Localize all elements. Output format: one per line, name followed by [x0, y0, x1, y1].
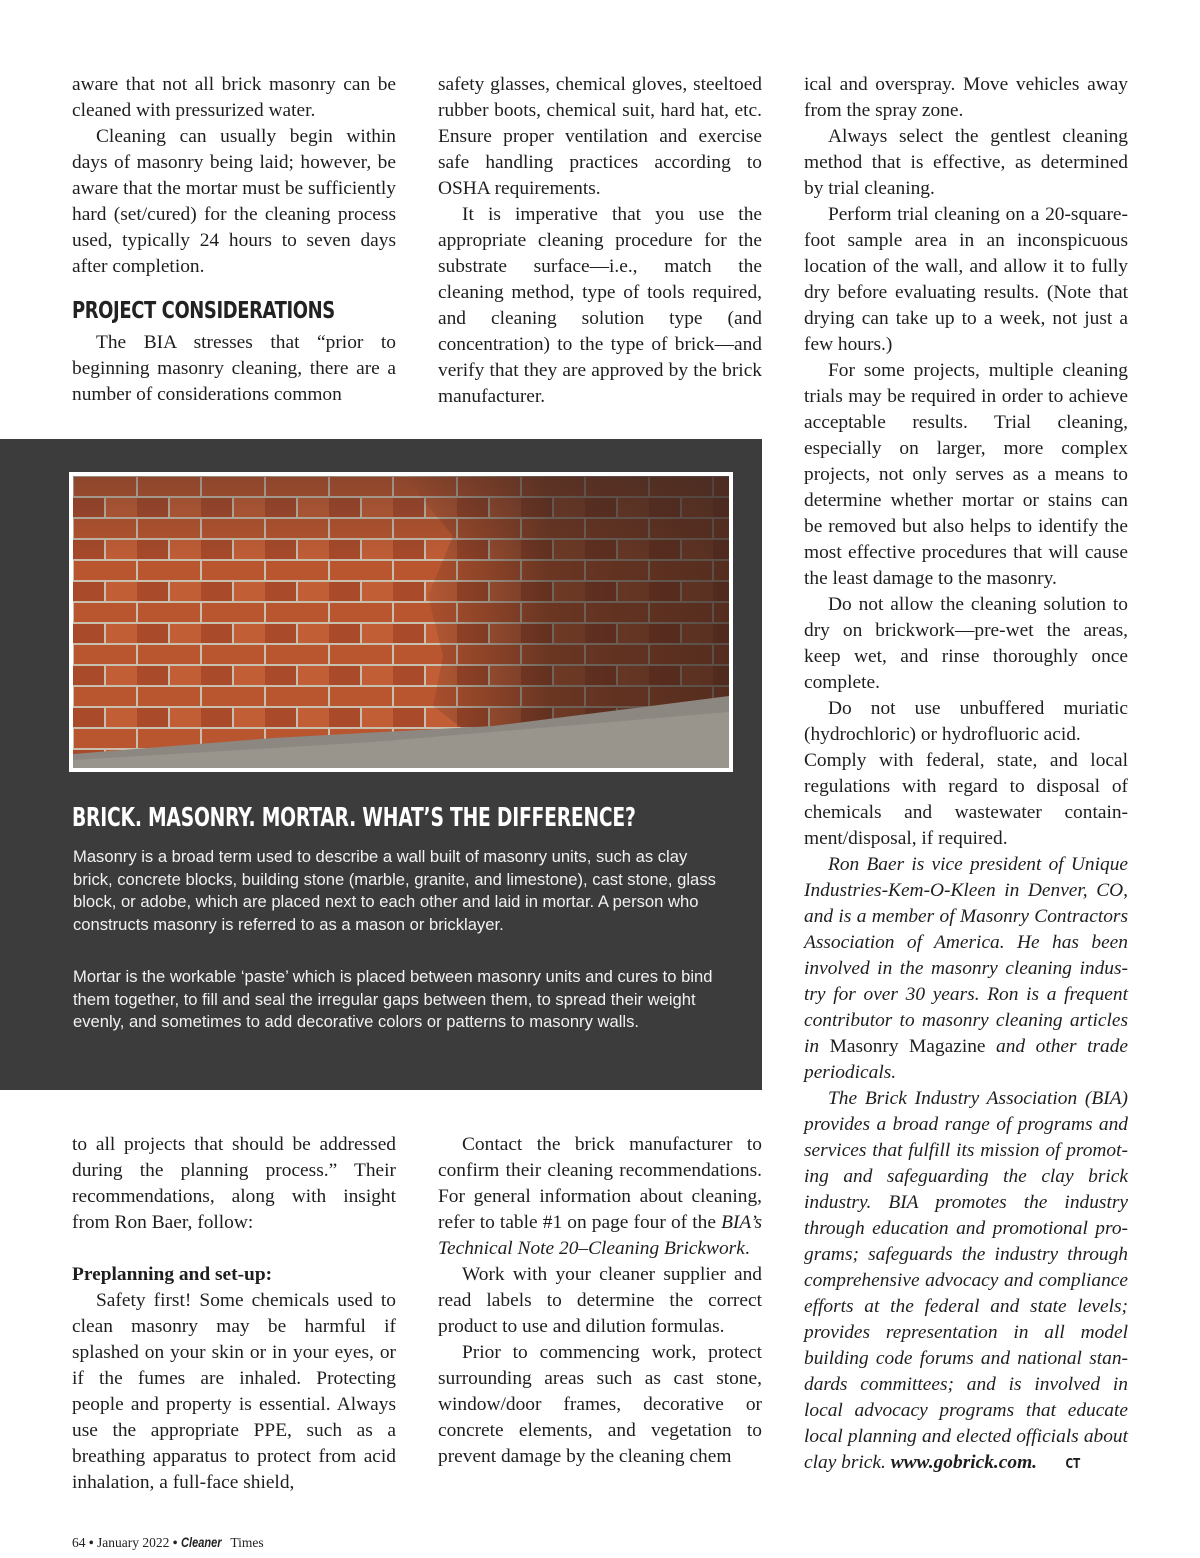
brick-wall-photo — [69, 472, 733, 772]
document-reference: BIA’s Technical Note 20–Cleaning Brickwork — [438, 1212, 762, 1259]
website-link[interactable]: www.gobrick.com. — [890, 1452, 1038, 1473]
paragraph: Perform trial cleaning on a 20-square-foot sample area in an inconspicuous location of the wall, and allow it to fully dry before evaluating results. (Note that drying can take up to a week, not just a few hours.) — [804, 204, 1128, 355]
paragraph: Safety first! Some chemicals used to clean masonry may be harmful if splashed on your skin or in your eyes, or if the fumes are inhaled. Protecting people and property is essential. Always use the appropriate PPE, such as a breathing apparatus to protect from acid inhalation, a full-face shield, — [72, 1290, 396, 1493]
paragraph: For some projects, multiple cleaning trials may be required in order to achieve acceptable results. Trial cleaning, especially on larger, more complex projects, not only serves as a means to determine whether mortar or stains can be removed but also helps to identify the most effective procedures that will cause the least damage to the masonry. — [804, 360, 1128, 589]
sidebar-title: BRICK. MASONRY. MORTAR. WHAT’S THE DIFFERENCE? — [72, 803, 636, 833]
column-3 — [804, 72, 1128, 1478]
paragraph-text: . — [744, 1238, 750, 1259]
page-number: 64 — [72, 1535, 86, 1550]
paragraph: It is imperative that you use the appropriate cleaning procedure for the substrate surface—i.e., match the cleaning method, type of tools required, and cleaning solution type (and concentration) to the type of brick—and verify that they are approved by the brick manufacturer. — [438, 204, 762, 407]
separator: • — [172, 1535, 178, 1550]
author-bio — [804, 852, 1128, 1086]
paragraph: Prior to commencing work, protect surrounding areas such as cast stone, window/door frames, decorative or concrete elements, and vegetation to prevent damage by the cleaning chem — [438, 1342, 762, 1467]
magazine-name: Masonry Magazine — [829, 1036, 986, 1057]
bio-text: Ron Baer is vice president of Unique Industries-Kem-O-Kleen in Denver, CO, and is a member of Masonry Contractors Association of America. He has been involved in the masonry cleaning industry for over 30 years. Ron is a frequent contributor to masonry cleaning articles in — [804, 854, 1128, 1057]
paragraph: aware that not all brick masonry can be cleaned with pressurized water. — [72, 74, 396, 121]
paragraph: ical and overspray. Move vehicles away from the spray zone. — [804, 74, 1128, 121]
paragraph: Do not use unbuffered muriatic (hydrochloric) or hydrofluoric acid. — [804, 698, 1128, 745]
sidebar-paragraph-mortar: Mortar is the workable ‘paste’ which is placed between masonry units and cures to bind them together, to fill and seal the irregular gaps between them, to spread their weight evenly, and sometimes to add decorative colors or patterns to masonry walls. — [73, 967, 713, 1031]
column-1-top — [72, 72, 396, 408]
magazine-name-times: Times — [230, 1535, 264, 1550]
column-1-bottom — [72, 1132, 396, 1496]
end-mark: CT — [1065, 1457, 1081, 1472]
paragraph: Always select the gentlest cleaning method that is effective, as determined by trial cleaning. — [804, 126, 1128, 199]
paragraph: The BIA stresses that “prior to beginning masonry cleaning, there are a number of considerations common — [72, 332, 396, 405]
paragraph: to all projects that should be addressed during the planning process.” Their recommendations, along with insight from Ron Baer, follow: — [72, 1134, 396, 1233]
paragraph: safety glasses, chemical gloves, steeltoed rubber boots, chemical suit, hard hat, etc. Ensure proper ventilation and exercise safe handling practices according to OSHA requirements. — [438, 74, 762, 199]
paragraph: Comply with federal, state, and local regulations with regard to disposal of chemicals and wastewater containment/disposal, if required. — [804, 750, 1128, 849]
brick-wall-image — [73, 476, 729, 768]
column-2-bottom — [438, 1132, 762, 1470]
sidebar-paragraph-masonry: Masonry is a broad term used to describe a wall built of masonry units, such as clay brick, concrete blocks, building stone (marble, granite, and limestone), cast stone, glass block, or adobe, which are placed next to each other and laid in mortar. A person who constructs masonry is referred to as a mason or bricklayer. — [73, 847, 716, 934]
bio-text: and other trade periodicals. — [804, 1036, 1129, 1083]
organization-bio — [804, 1086, 1128, 1478]
magazine-name-cleaner: Cleaner — [180, 1535, 222, 1550]
paragraph: Cleaning can usually begin within days of masonry being laid; however, be aware that the mortar must be sufficiently hard (set/cured) for the cleaning process used, typically 24 hours to seven days after completion. — [72, 126, 396, 277]
bio-text: The Brick Industry Association (BIA) provides a broad range of programs and services that fulfill its mission of promoting and safeguarding the clay brick industry. BIA promotes the industry through education and promotional programs; safeguards the industry through comprehensive advocacy and compliance efforts at the federal and state levels; provides representation in all model building code forums and national standards committees; and is involved in local advocacy programs that educate local planning and elected officials about clay brick. — [804, 1088, 1128, 1473]
separator: • — [88, 1535, 94, 1550]
paragraph — [438, 1132, 762, 1262]
issue-date: January 2022 — [96, 1535, 170, 1550]
page-footer — [72, 1535, 264, 1551]
paragraph: Work with your cleaner supplier and read labels to determine the correct product to use and dilution formulas. — [438, 1264, 762, 1337]
paragraph-text: Contact the brick manufacturer to confirm their cleaning recommendations. For general information about cleaning, refer to table #1 on page four of the — [438, 1134, 762, 1233]
subheading: Preplanning and set-up: — [72, 1264, 273, 1285]
paragraph: Do not allow the cleaning solution to dry on brickwork—pre-wet the areas, keep wet, and rinse thoroughly once complete. — [804, 594, 1128, 693]
column-2-top — [438, 72, 762, 410]
section-heading: PROJECT CONSIDERATIONS — [72, 298, 335, 324]
